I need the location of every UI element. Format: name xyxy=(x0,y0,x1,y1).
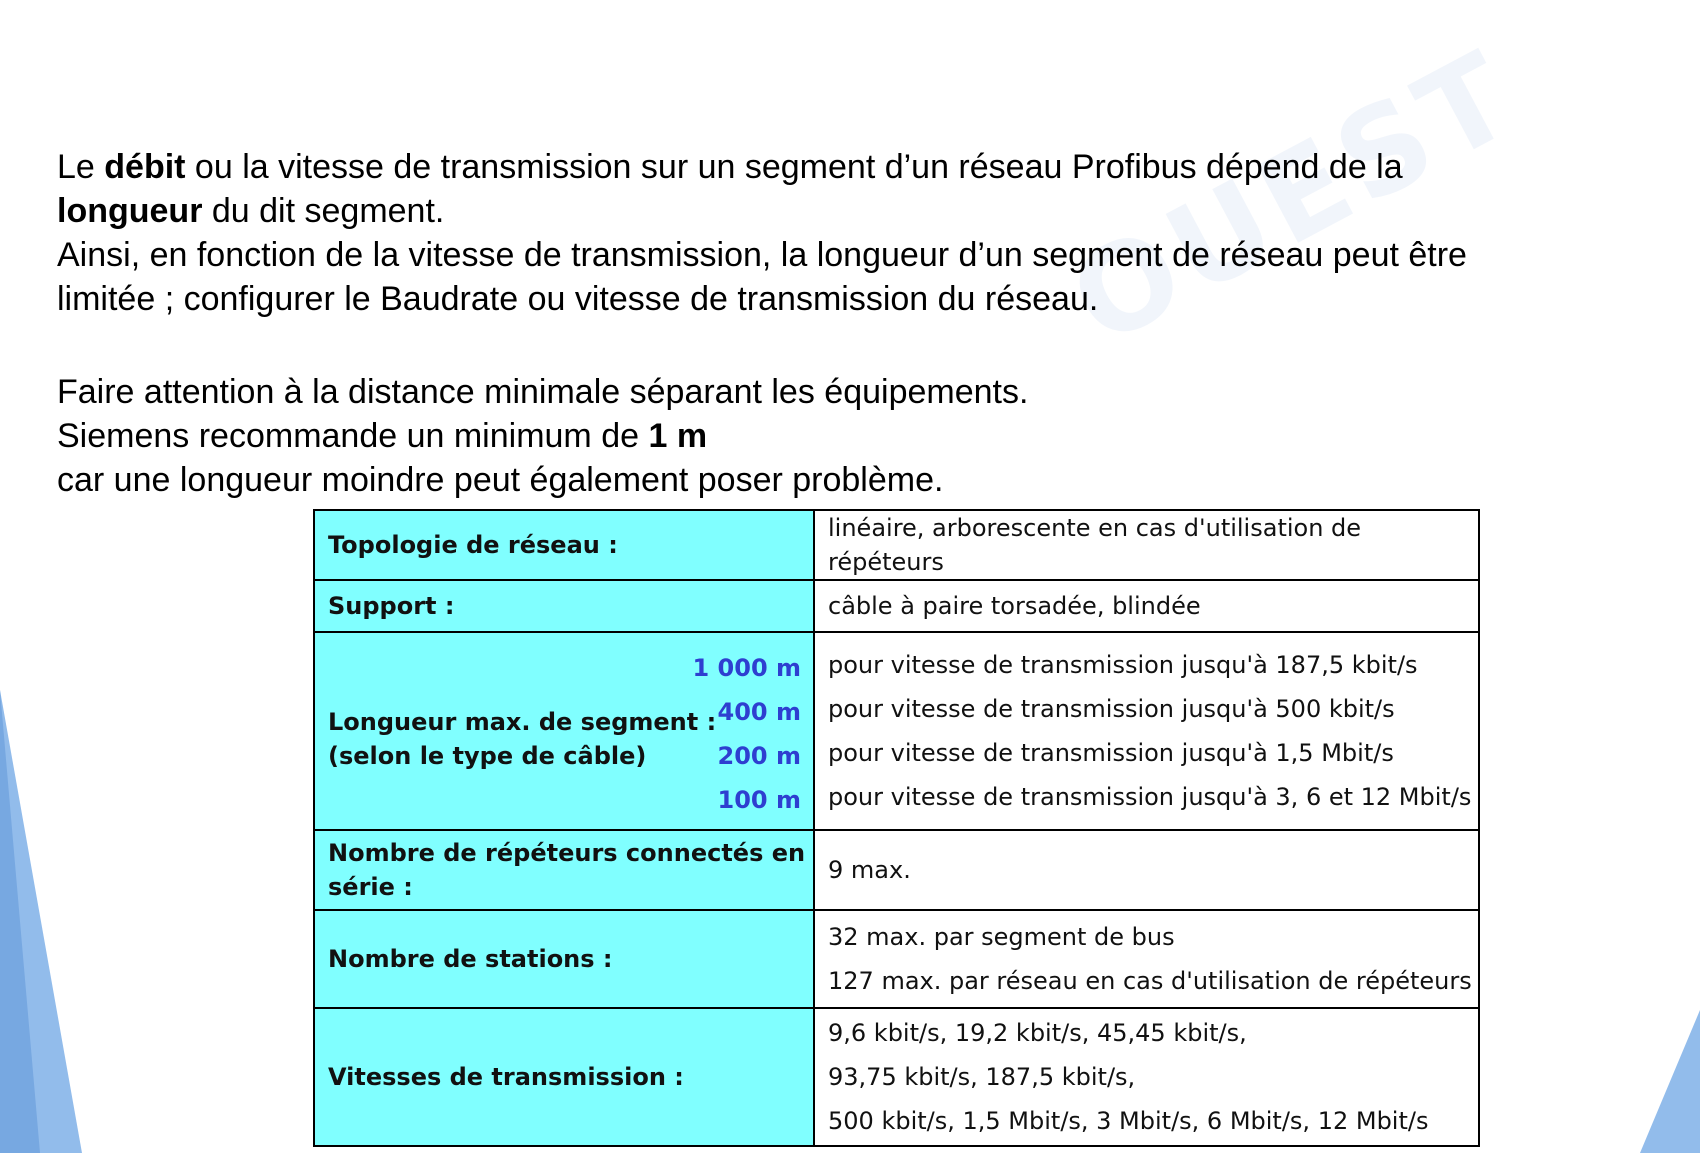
repeaters-label-line-2: série : xyxy=(328,873,413,901)
speed-limit-3: pour vitesse de transmission jusqu'à 1,5 Mbit/s xyxy=(828,739,1394,767)
table-row-segment-length xyxy=(314,632,1479,830)
topology-value: linéaire, arborescente en cas d'utilisation de répéteurs xyxy=(814,510,1479,580)
segment-length-label-line-1: Longueur max. de segment : xyxy=(328,708,717,736)
table-row-repeaters xyxy=(314,830,1479,910)
profibus-spec-table xyxy=(313,509,1480,1147)
notice-line-3: car une longueur moindre peut également poser problème. xyxy=(57,461,944,499)
watermark-text: OUEST xyxy=(1050,24,1539,373)
intro-paragraph xyxy=(57,145,1657,321)
repeaters-label xyxy=(314,830,814,910)
repeaters-label-line-1: Nombre de répéteurs connectés en xyxy=(328,839,806,867)
speeds-value-line-1: 9,6 kbit/s, 19,2 kbit/s, 45,45 kbit/s, xyxy=(828,1019,1247,1047)
distance-200m: 200 m xyxy=(717,742,801,770)
left-corner-shape-shade xyxy=(0,690,40,1153)
notice-line-2: Siemens recommande un minimum de 1 m xyxy=(57,417,708,455)
table-row-transmission-speeds xyxy=(314,1008,1479,1146)
table-row-stations xyxy=(314,910,1479,1008)
segment-length-label xyxy=(328,705,716,773)
notice-paragraph xyxy=(57,370,1657,502)
speed-limit-1: pour vitesse de transmission jusqu'à 187,5 kbit/s xyxy=(828,651,1418,679)
topology-label: Topologie de réseau : xyxy=(314,510,814,580)
speeds-value-line-3: 500 kbit/s, 1,5 Mbit/s, 3 Mbit/s, 6 Mbit/s, 12 Mbit/s xyxy=(828,1107,1429,1135)
table-row-support xyxy=(314,580,1479,632)
stations-value-line-2: 127 max. par réseau en cas d'utilisation de répéteurs xyxy=(828,967,1472,995)
intro-line-4: limitée ; configurer le Baudrate ou vitesse de transmission du réseau. xyxy=(57,280,1099,318)
support-value: câble à paire torsadée, blindée xyxy=(814,580,1479,632)
segment-length-label-line-2: (selon le type de câble) xyxy=(328,742,647,770)
speeds-value xyxy=(814,1008,1479,1146)
stations-value xyxy=(814,910,1479,1008)
notice-line-1: Faire attention à la distance minimale séparant les équipements. xyxy=(57,373,1029,411)
segment-length-speeds xyxy=(814,632,1479,830)
distance-1000m: 1 000 m xyxy=(692,654,801,682)
distance-400m: 400 m xyxy=(717,698,801,726)
stations-value-line-1: 32 max. par segment de bus xyxy=(828,923,1175,951)
segment-length-label-cell xyxy=(314,632,814,830)
intro-line-2: longueur du dit segment. xyxy=(57,192,445,230)
repeaters-value: 9 max. xyxy=(814,830,1479,910)
support-label: Support : xyxy=(314,580,814,632)
speed-limit-4: pour vitesse de transmission jusqu'à 3, 6 et 12 Mbit/s xyxy=(828,783,1472,811)
stations-label: Nombre de stations : xyxy=(314,910,814,1008)
table-row-topology xyxy=(314,510,1479,580)
speed-limit-2: pour vitesse de transmission jusqu'à 500 kbit/s xyxy=(828,695,1395,723)
speeds-value-line-2: 93,75 kbit/s, 187,5 kbit/s, xyxy=(828,1063,1136,1091)
intro-line-1: Le débit ou la vitesse de transmission sur un segment d’un réseau Profibus dépend de la xyxy=(57,148,1403,186)
segment-length-distances xyxy=(692,651,801,827)
distance-100m: 100 m xyxy=(717,786,801,814)
intro-line-3: Ainsi, en fonction de la vitesse de transmission, la longueur d’un segment de réseau peut être xyxy=(57,236,1467,274)
left-corner-shape xyxy=(0,690,82,1153)
right-corner-shape xyxy=(1640,1010,1700,1153)
speeds-label: Vitesses de transmission : xyxy=(314,1008,814,1146)
